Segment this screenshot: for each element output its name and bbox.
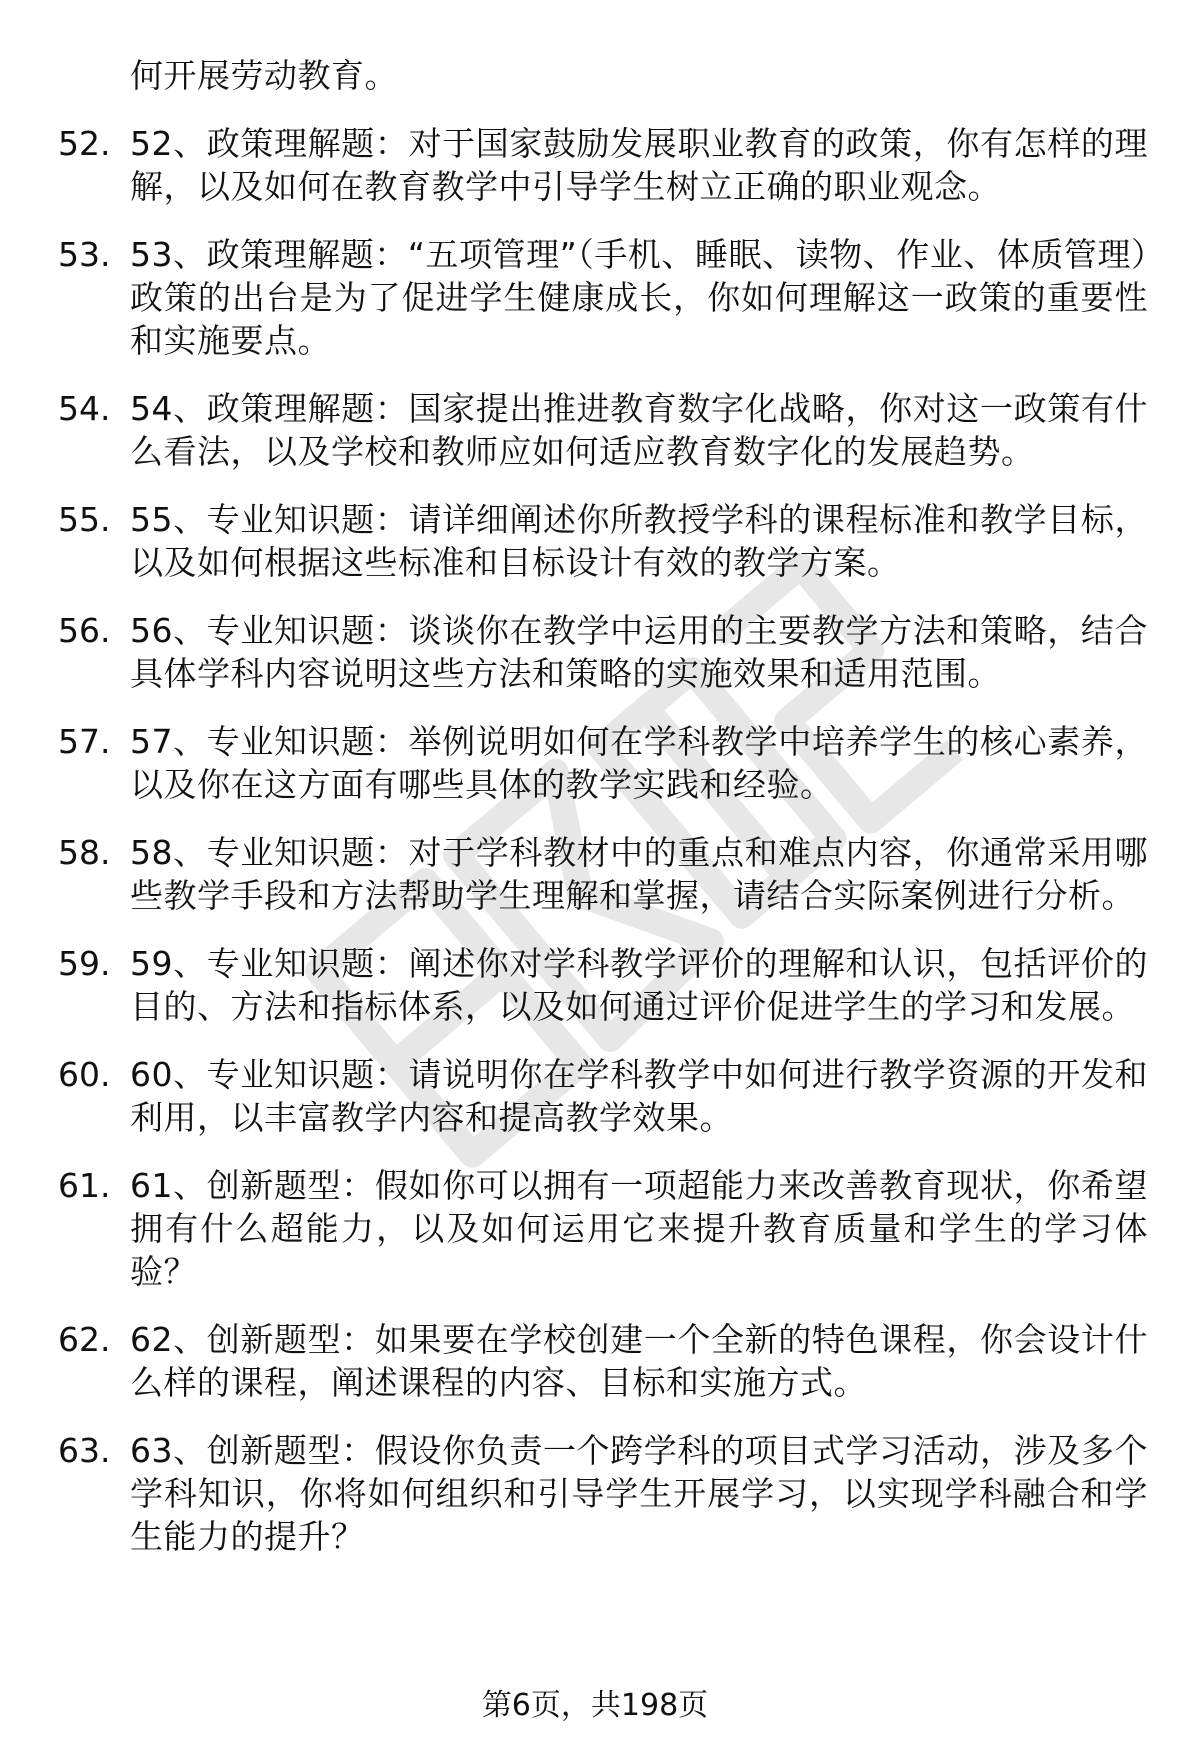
- item-number: 61.: [58, 1166, 111, 1205]
- item-number: 53.: [58, 235, 111, 274]
- item-text: 56、专业知识题：谈谈你在教学中运用的主要教学方法和策略，结合具体学科内容说明这些方法和策略的实施效果和适用范围。: [130, 611, 1148, 693]
- page-footer: 第6页，共198页: [481, 1688, 709, 1723]
- list-item: [58, 1053, 1148, 1139]
- item-number: 52.: [58, 124, 111, 163]
- item-text: 53、政策理解题：“五项管理”（手机、睡眠、读物、作业、体质管理）政策的出台是为了促进学生健康成长，你如何理解这一政策的重要性和实施要点。: [130, 235, 1148, 360]
- item-text: 55、专业知识题：请详细阐述你所教授学科的课程标准和教学目标，以及如何根据这些标准和目标设计有效的教学方案。: [130, 500, 1148, 582]
- list-item: [58, 942, 1148, 1028]
- list-item: [58, 1164, 1148, 1293]
- item-text: 62、创新题型：如果要在学校创建一个全新的特色课程，你会设计什么样的课程，阐述课程的内容、目标和实施方式。: [130, 1320, 1148, 1402]
- item-text: 58、专业知识题：对于学科教材中的重点和难点内容，你通常采用哪些教学手段和方法帮助学生理解和掌握，请结合实际案例进行分析。: [130, 833, 1148, 915]
- item-number: 63.: [58, 1431, 111, 1470]
- list-item: [58, 233, 1148, 362]
- item-number: 55.: [58, 500, 111, 539]
- list-item: [58, 831, 1148, 917]
- list-item: [58, 122, 1148, 208]
- continuation-line: 何开展劳动教育。: [130, 56, 398, 95]
- list-item: [58, 609, 1148, 695]
- item-text: 52、政策理解题：对于国家鼓励发展职业教育的政策，你有怎样的理解，以及如何在教育教学中引导学生树立正确的职业观念。: [130, 124, 1148, 206]
- list-item: [58, 498, 1148, 584]
- list-item: [58, 720, 1148, 806]
- item-number: 57.: [58, 722, 111, 761]
- item-text: 59、专业知识题：阐述你对学科教学评价的理解和认识，包括评价的目的、方法和指标体系，以及如何通过评价促进学生的学习和发展。: [130, 944, 1148, 1026]
- item-text: 57、专业知识题：举例说明如何在学科教学中培养学生的核心素养，以及你在这方面有哪些具体的教学实践和经验。: [130, 722, 1148, 804]
- question-list: [58, 54, 1148, 1583]
- item-number: 58.: [58, 833, 111, 872]
- item-text: 63、创新题型：假设你负责一个跨学科的项目式学习活动，涉及多个学科知识，你将如何组织和引导学生开展学习，以实现学科融合和学生能力的提升？: [130, 1431, 1148, 1556]
- item-text: 61、创新题型：假如你可以拥有一项超能力来改善教育现状，你希望拥有什么超能力，以及如何运用它来提升教育质量和学生的学习体验？: [130, 1166, 1148, 1291]
- item-text: 60、专业知识题：请说明你在学科教学中如何进行教学资源的开发和利用，以丰富教学内容和提高教学效果。: [130, 1055, 1148, 1137]
- item-number: 54.: [58, 389, 111, 428]
- item-number: 60.: [58, 1055, 111, 1094]
- item-number: 62.: [58, 1320, 111, 1359]
- list-item: [58, 387, 1148, 473]
- item-text: 54、政策理解题：国家提出推进教育数字化战略，你对这一政策有什么看法，以及学校和教师应如何适应教育数字化的发展趋势。: [130, 389, 1148, 471]
- list-item: [58, 1318, 1148, 1404]
- item-number: 59.: [58, 944, 111, 983]
- item-number: 56.: [58, 611, 111, 650]
- list-item: [58, 1429, 1148, 1558]
